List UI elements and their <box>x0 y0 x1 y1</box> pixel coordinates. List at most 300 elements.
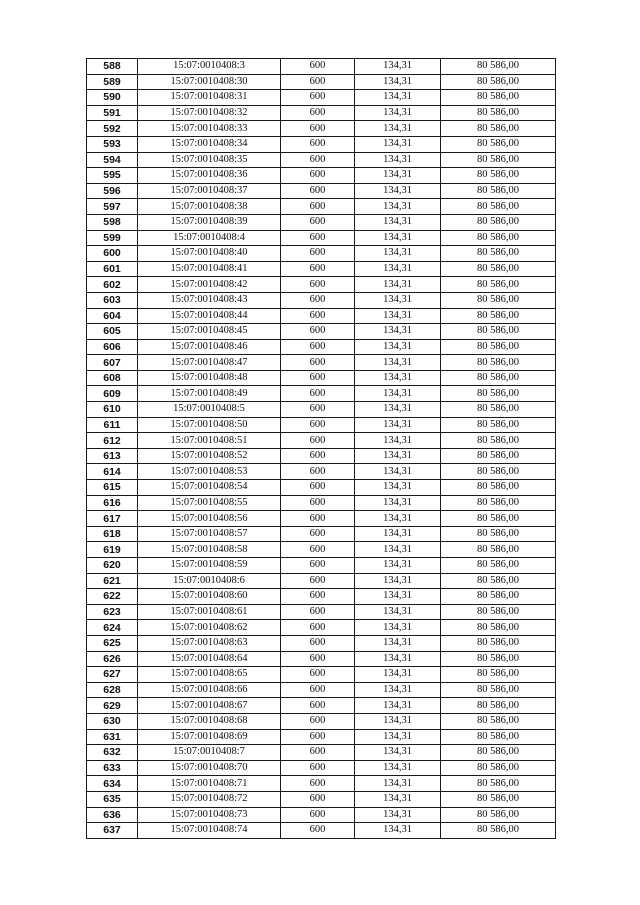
cadastral-number-cell: 15:07:0010408:61 <box>138 604 281 620</box>
area-cell: 600 <box>281 105 355 121</box>
total-value-cell: 80 586,00 <box>441 745 556 761</box>
area-cell: 600 <box>281 90 355 106</box>
row-number-cell: 613 <box>87 448 138 464</box>
area-cell: 600 <box>281 464 355 480</box>
price-cell: 134,31 <box>355 604 441 620</box>
total-value-cell: 80 586,00 <box>441 823 556 839</box>
price-cell: 134,31 <box>355 464 441 480</box>
total-value-cell: 80 586,00 <box>441 511 556 527</box>
total-value-cell: 80 586,00 <box>441 402 556 418</box>
price-cell: 134,31 <box>355 558 441 574</box>
total-value-cell: 80 586,00 <box>441 776 556 792</box>
area-cell: 600 <box>281 823 355 839</box>
area-cell: 600 <box>281 277 355 293</box>
table-row <box>87 698 556 714</box>
row-number-cell: 612 <box>87 433 138 449</box>
row-number-cell: 593 <box>87 136 138 152</box>
price-cell: 134,31 <box>355 105 441 121</box>
area-cell: 600 <box>281 698 355 714</box>
row-number-cell: 634 <box>87 776 138 792</box>
area-cell: 600 <box>281 589 355 605</box>
cadastral-number-cell: 15:07:0010408:4 <box>138 230 281 246</box>
total-value-cell: 80 586,00 <box>441 667 556 683</box>
price-cell: 134,31 <box>355 370 441 386</box>
total-value-cell: 80 586,00 <box>441 448 556 464</box>
area-cell: 600 <box>281 682 355 698</box>
area-cell: 600 <box>281 324 355 340</box>
row-number-cell: 599 <box>87 230 138 246</box>
table-row <box>87 199 556 215</box>
price-cell: 134,31 <box>355 308 441 324</box>
area-cell: 600 <box>281 573 355 589</box>
table-row <box>87 448 556 464</box>
cadastral-number-cell: 15:07:0010408:52 <box>138 448 281 464</box>
table-row <box>87 230 556 246</box>
area-cell: 600 <box>281 558 355 574</box>
table-row <box>87 589 556 605</box>
total-value-cell: 80 586,00 <box>441 246 556 262</box>
row-number-cell: 594 <box>87 152 138 168</box>
row-number-cell: 630 <box>87 713 138 729</box>
row-number-cell: 617 <box>87 511 138 527</box>
area-cell: 600 <box>281 745 355 761</box>
cadastral-number-cell: 15:07:0010408:71 <box>138 776 281 792</box>
row-number-cell: 621 <box>87 573 138 589</box>
row-number-cell: 625 <box>87 635 138 651</box>
cadastral-number-cell: 15:07:0010408:37 <box>138 183 281 199</box>
cadastral-number-cell: 15:07:0010408:53 <box>138 464 281 480</box>
price-cell: 134,31 <box>355 261 441 277</box>
row-number-cell: 600 <box>87 246 138 262</box>
cadastral-number-cell: 15:07:0010408:69 <box>138 729 281 745</box>
price-cell: 134,31 <box>355 402 441 418</box>
price-cell: 134,31 <box>355 214 441 230</box>
table-row <box>87 214 556 230</box>
row-number-cell: 632 <box>87 745 138 761</box>
table-row <box>87 495 556 511</box>
table-row <box>87 807 556 823</box>
price-cell: 134,31 <box>355 511 441 527</box>
total-value-cell: 80 586,00 <box>441 542 556 558</box>
total-value-cell: 80 586,00 <box>441 355 556 371</box>
table-row <box>87 370 556 386</box>
cadastral-number-cell: 15:07:0010408:60 <box>138 589 281 605</box>
total-value-cell: 80 586,00 <box>441 760 556 776</box>
area-cell: 600 <box>281 760 355 776</box>
price-cell: 134,31 <box>355 620 441 636</box>
total-value-cell: 80 586,00 <box>441 807 556 823</box>
cadastral-number-cell: 15:07:0010408:40 <box>138 246 281 262</box>
table-row <box>87 74 556 90</box>
row-number-cell: 591 <box>87 105 138 121</box>
table-row <box>87 682 556 698</box>
price-cell: 134,31 <box>355 246 441 262</box>
table-row <box>87 90 556 106</box>
row-number-cell: 608 <box>87 370 138 386</box>
table-row <box>87 573 556 589</box>
table-row <box>87 292 556 308</box>
cadastral-number-cell: 15:07:0010408:70 <box>138 760 281 776</box>
cadastral-number-cell: 15:07:0010408:66 <box>138 682 281 698</box>
price-cell: 134,31 <box>355 651 441 667</box>
table-row <box>87 542 556 558</box>
table-row <box>87 791 556 807</box>
area-cell: 600 <box>281 604 355 620</box>
row-number-cell: 619 <box>87 542 138 558</box>
cadastral-number-cell: 15:07:0010408:30 <box>138 74 281 90</box>
area-cell: 600 <box>281 542 355 558</box>
price-cell: 134,31 <box>355 760 441 776</box>
area-cell: 600 <box>281 74 355 90</box>
row-number-cell: 618 <box>87 526 138 542</box>
price-cell: 134,31 <box>355 136 441 152</box>
price-cell: 134,31 <box>355 713 441 729</box>
price-cell: 134,31 <box>355 386 441 402</box>
row-number-cell: 598 <box>87 214 138 230</box>
area-cell: 600 <box>281 370 355 386</box>
total-value-cell: 80 586,00 <box>441 495 556 511</box>
area-cell: 600 <box>281 620 355 636</box>
total-value-cell: 80 586,00 <box>441 74 556 90</box>
cadastral-number-cell: 15:07:0010408:74 <box>138 823 281 839</box>
total-value-cell: 80 586,00 <box>441 729 556 745</box>
row-number-cell: 629 <box>87 698 138 714</box>
area-cell: 600 <box>281 136 355 152</box>
total-value-cell: 80 586,00 <box>441 261 556 277</box>
table-row <box>87 168 556 184</box>
price-cell: 134,31 <box>355 589 441 605</box>
area-cell: 600 <box>281 152 355 168</box>
table-row <box>87 760 556 776</box>
total-value-cell: 80 586,00 <box>441 791 556 807</box>
total-value-cell: 80 586,00 <box>441 698 556 714</box>
area-cell: 600 <box>281 651 355 667</box>
price-cell: 134,31 <box>355 745 441 761</box>
table-row <box>87 246 556 262</box>
total-value-cell: 80 586,00 <box>441 277 556 293</box>
row-number-cell: 597 <box>87 199 138 215</box>
cadastral-number-cell: 15:07:0010408:73 <box>138 807 281 823</box>
price-cell: 134,31 <box>355 339 441 355</box>
area-cell: 600 <box>281 480 355 496</box>
row-number-cell: 611 <box>87 417 138 433</box>
total-value-cell: 80 586,00 <box>441 199 556 215</box>
total-value-cell: 80 586,00 <box>441 308 556 324</box>
area-cell: 600 <box>281 713 355 729</box>
cadastral-number-cell: 15:07:0010408:67 <box>138 698 281 714</box>
cadastral-number-cell: 15:07:0010408:38 <box>138 199 281 215</box>
total-value-cell: 80 586,00 <box>441 464 556 480</box>
parcel-table-body <box>87 59 556 839</box>
row-number-cell: 631 <box>87 729 138 745</box>
cadastral-number-cell: 15:07:0010408:62 <box>138 620 281 636</box>
row-number-cell: 601 <box>87 261 138 277</box>
total-value-cell: 80 586,00 <box>441 324 556 340</box>
row-number-cell: 614 <box>87 464 138 480</box>
total-value-cell: 80 586,00 <box>441 168 556 184</box>
price-cell: 134,31 <box>355 324 441 340</box>
area-cell: 600 <box>281 199 355 215</box>
cadastral-number-cell: 15:07:0010408:36 <box>138 168 281 184</box>
cadastral-number-cell: 15:07:0010408:72 <box>138 791 281 807</box>
row-number-cell: 610 <box>87 402 138 418</box>
total-value-cell: 80 586,00 <box>441 152 556 168</box>
cadastral-number-cell: 15:07:0010408:48 <box>138 370 281 386</box>
row-number-cell: 623 <box>87 604 138 620</box>
row-number-cell: 604 <box>87 308 138 324</box>
price-cell: 134,31 <box>355 776 441 792</box>
row-number-cell: 590 <box>87 90 138 106</box>
cadastral-number-cell: 15:07:0010408:41 <box>138 261 281 277</box>
table-row <box>87 776 556 792</box>
total-value-cell: 80 586,00 <box>441 214 556 230</box>
cadastral-number-cell: 15:07:0010408:54 <box>138 480 281 496</box>
area-cell: 600 <box>281 776 355 792</box>
total-value-cell: 80 586,00 <box>441 370 556 386</box>
total-value-cell: 80 586,00 <box>441 433 556 449</box>
price-cell: 134,31 <box>355 433 441 449</box>
price-cell: 134,31 <box>355 542 441 558</box>
row-number-cell: 605 <box>87 324 138 340</box>
table-row <box>87 729 556 745</box>
price-cell: 134,31 <box>355 168 441 184</box>
row-number-cell: 595 <box>87 168 138 184</box>
price-cell: 134,31 <box>355 292 441 308</box>
cadastral-number-cell: 15:07:0010408:63 <box>138 635 281 651</box>
area-cell: 600 <box>281 667 355 683</box>
table-row <box>87 667 556 683</box>
row-number-cell: 615 <box>87 480 138 496</box>
cadastral-number-cell: 15:07:0010408:33 <box>138 121 281 137</box>
table-row <box>87 339 556 355</box>
price-cell: 134,31 <box>355 59 441 75</box>
total-value-cell: 80 586,00 <box>441 682 556 698</box>
table-row <box>87 745 556 761</box>
table-row <box>87 604 556 620</box>
cadastral-number-cell: 15:07:0010408:31 <box>138 90 281 106</box>
table-row <box>87 277 556 293</box>
area-cell: 600 <box>281 635 355 651</box>
total-value-cell: 80 586,00 <box>441 480 556 496</box>
area-cell: 600 <box>281 355 355 371</box>
area-cell: 600 <box>281 230 355 246</box>
cadastral-number-cell: 15:07:0010408:47 <box>138 355 281 371</box>
area-cell: 600 <box>281 495 355 511</box>
table-row <box>87 152 556 168</box>
table-row <box>87 105 556 121</box>
price-cell: 134,31 <box>355 277 441 293</box>
table-row <box>87 355 556 371</box>
total-value-cell: 80 586,00 <box>441 230 556 246</box>
table-row <box>87 183 556 199</box>
price-cell: 134,31 <box>355 807 441 823</box>
price-cell: 134,31 <box>355 121 441 137</box>
table-row <box>87 558 556 574</box>
row-number-cell: 592 <box>87 121 138 137</box>
row-number-cell: 589 <box>87 74 138 90</box>
total-value-cell: 80 586,00 <box>441 136 556 152</box>
cadastral-number-cell: 15:07:0010408:45 <box>138 324 281 340</box>
row-number-cell: 609 <box>87 386 138 402</box>
price-cell: 134,31 <box>355 417 441 433</box>
price-cell: 134,31 <box>355 698 441 714</box>
cadastral-number-cell: 15:07:0010408:57 <box>138 526 281 542</box>
row-number-cell: 607 <box>87 355 138 371</box>
area-cell: 600 <box>281 729 355 745</box>
table-row <box>87 651 556 667</box>
area-cell: 600 <box>281 339 355 355</box>
cadastral-number-cell: 15:07:0010408:50 <box>138 417 281 433</box>
table-row <box>87 526 556 542</box>
price-cell: 134,31 <box>355 183 441 199</box>
row-number-cell: 606 <box>87 339 138 355</box>
cadastral-number-cell: 15:07:0010408:3 <box>138 59 281 75</box>
price-cell: 134,31 <box>355 199 441 215</box>
price-cell: 134,31 <box>355 480 441 496</box>
price-cell: 134,31 <box>355 667 441 683</box>
area-cell: 600 <box>281 308 355 324</box>
area-cell: 600 <box>281 214 355 230</box>
area-cell: 600 <box>281 807 355 823</box>
table-row <box>87 635 556 651</box>
area-cell: 600 <box>281 448 355 464</box>
row-number-cell: 602 <box>87 277 138 293</box>
total-value-cell: 80 586,00 <box>441 417 556 433</box>
table-row <box>87 713 556 729</box>
cadastral-number-cell: 15:07:0010408:32 <box>138 105 281 121</box>
area-cell: 600 <box>281 791 355 807</box>
row-number-cell: 627 <box>87 667 138 683</box>
cadastral-number-cell: 15:07:0010408:56 <box>138 511 281 527</box>
table-row <box>87 480 556 496</box>
cadastral-number-cell: 15:07:0010408:49 <box>138 386 281 402</box>
table-row <box>87 511 556 527</box>
table-row <box>87 402 556 418</box>
cadastral-number-cell: 15:07:0010408:55 <box>138 495 281 511</box>
table-row <box>87 308 556 324</box>
row-number-cell: 624 <box>87 620 138 636</box>
total-value-cell: 80 586,00 <box>441 292 556 308</box>
table-row <box>87 324 556 340</box>
cadastral-number-cell: 15:07:0010408:5 <box>138 402 281 418</box>
total-value-cell: 80 586,00 <box>441 635 556 651</box>
area-cell: 600 <box>281 121 355 137</box>
row-number-cell: 620 <box>87 558 138 574</box>
row-number-cell: 633 <box>87 760 138 776</box>
total-value-cell: 80 586,00 <box>441 558 556 574</box>
area-cell: 600 <box>281 526 355 542</box>
cadastral-number-cell: 15:07:0010408:68 <box>138 713 281 729</box>
area-cell: 600 <box>281 183 355 199</box>
total-value-cell: 80 586,00 <box>441 386 556 402</box>
cadastral-number-cell: 15:07:0010408:34 <box>138 136 281 152</box>
table-row <box>87 620 556 636</box>
total-value-cell: 80 586,00 <box>441 620 556 636</box>
area-cell: 600 <box>281 386 355 402</box>
table-row <box>87 464 556 480</box>
total-value-cell: 80 586,00 <box>441 105 556 121</box>
table-row <box>87 121 556 137</box>
price-cell: 134,31 <box>355 682 441 698</box>
area-cell: 600 <box>281 292 355 308</box>
cadastral-number-cell: 15:07:0010408:64 <box>138 651 281 667</box>
row-number-cell: 588 <box>87 59 138 75</box>
total-value-cell: 80 586,00 <box>441 183 556 199</box>
price-cell: 134,31 <box>355 230 441 246</box>
row-number-cell: 636 <box>87 807 138 823</box>
total-value-cell: 80 586,00 <box>441 651 556 667</box>
row-number-cell: 626 <box>87 651 138 667</box>
price-cell: 134,31 <box>355 729 441 745</box>
table-row <box>87 59 556 75</box>
price-cell: 134,31 <box>355 791 441 807</box>
parcel-table <box>86 58 556 839</box>
total-value-cell: 80 586,00 <box>441 90 556 106</box>
row-number-cell: 635 <box>87 791 138 807</box>
table-row <box>87 433 556 449</box>
row-number-cell: 628 <box>87 682 138 698</box>
area-cell: 600 <box>281 402 355 418</box>
price-cell: 134,31 <box>355 152 441 168</box>
total-value-cell: 80 586,00 <box>441 121 556 137</box>
row-number-cell: 596 <box>87 183 138 199</box>
price-cell: 134,31 <box>355 495 441 511</box>
area-cell: 600 <box>281 261 355 277</box>
cadastral-number-cell: 15:07:0010408:58 <box>138 542 281 558</box>
total-value-cell: 80 586,00 <box>441 526 556 542</box>
area-cell: 600 <box>281 246 355 262</box>
price-cell: 134,31 <box>355 448 441 464</box>
price-cell: 134,31 <box>355 823 441 839</box>
price-cell: 134,31 <box>355 635 441 651</box>
row-number-cell: 603 <box>87 292 138 308</box>
table-row <box>87 386 556 402</box>
area-cell: 600 <box>281 168 355 184</box>
total-value-cell: 80 586,00 <box>441 59 556 75</box>
price-cell: 134,31 <box>355 90 441 106</box>
table-row <box>87 261 556 277</box>
area-cell: 600 <box>281 433 355 449</box>
total-value-cell: 80 586,00 <box>441 589 556 605</box>
price-cell: 134,31 <box>355 74 441 90</box>
cadastral-number-cell: 15:07:0010408:39 <box>138 214 281 230</box>
price-cell: 134,31 <box>355 355 441 371</box>
table-row <box>87 136 556 152</box>
row-number-cell: 622 <box>87 589 138 605</box>
cadastral-number-cell: 15:07:0010408:6 <box>138 573 281 589</box>
cadastral-number-cell: 15:07:0010408:35 <box>138 152 281 168</box>
area-cell: 600 <box>281 511 355 527</box>
table-row <box>87 823 556 839</box>
cadastral-number-cell: 15:07:0010408:46 <box>138 339 281 355</box>
area-cell: 600 <box>281 59 355 75</box>
cadastral-number-cell: 15:07:0010408:51 <box>138 433 281 449</box>
cadastral-number-cell: 15:07:0010408:44 <box>138 308 281 324</box>
price-cell: 134,31 <box>355 573 441 589</box>
cadastral-number-cell: 15:07:0010408:59 <box>138 558 281 574</box>
total-value-cell: 80 586,00 <box>441 573 556 589</box>
cadastral-number-cell: 15:07:0010408:43 <box>138 292 281 308</box>
price-cell: 134,31 <box>355 526 441 542</box>
total-value-cell: 80 586,00 <box>441 713 556 729</box>
row-number-cell: 616 <box>87 495 138 511</box>
cadastral-number-cell: 15:07:0010408:7 <box>138 745 281 761</box>
table-row <box>87 417 556 433</box>
cadastral-number-cell: 15:07:0010408:42 <box>138 277 281 293</box>
row-number-cell: 637 <box>87 823 138 839</box>
total-value-cell: 80 586,00 <box>441 604 556 620</box>
cadastral-number-cell: 15:07:0010408:65 <box>138 667 281 683</box>
